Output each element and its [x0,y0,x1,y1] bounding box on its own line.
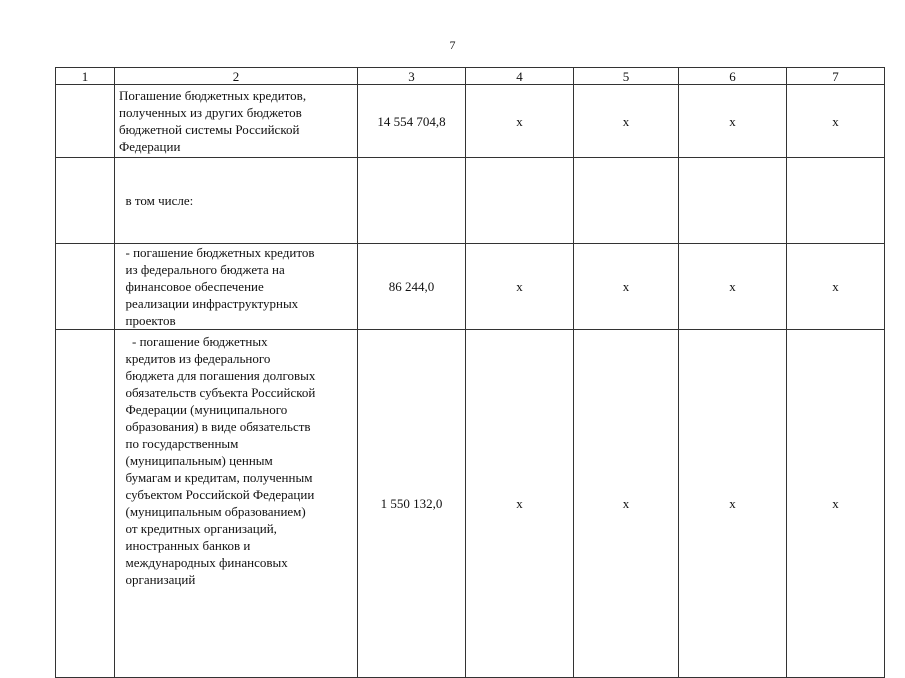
text-line: (муниципальным образованием) [119,504,306,519]
text-line: реализации инфраструктурных [119,296,299,311]
text-line: Федерации (муниципального [119,402,288,417]
text-line: из федерального бюджета на [119,262,285,277]
table-row [56,330,885,678]
text-line: Федерации [119,139,181,154]
header-cell: 4 [466,68,574,85]
cell-4: x [466,330,574,678]
page-number: 7 [449,38,456,52]
table-row [56,85,885,158]
text-line: проектов [119,313,176,328]
text-line: от кредитных организаций, [119,521,277,536]
empty-cell [787,158,885,244]
text-line: иностранных банков и [119,538,251,553]
text-line: международных финансовых [119,555,288,570]
empty-cell [574,158,679,244]
header-cell: 6 [679,68,787,85]
empty-cell [56,244,115,330]
text-line: обязательств субъекта Российской [119,385,316,400]
description-cell [115,244,358,330]
table-row [56,158,885,244]
cell-7: x [787,330,885,678]
empty-cell [679,158,787,244]
text-line: - погашение бюджетных кредитов [119,245,315,260]
empty-cell [56,330,115,678]
table-row [56,244,885,330]
header-cell: 5 [574,68,679,85]
header-cell: 7 [787,68,885,85]
text-line: по государственным [119,436,239,451]
text-line: - погашение бюджетных [119,334,268,349]
text-line: кредитов из федерального [119,351,271,366]
description-cell [115,158,358,244]
amount-cell: 86 244,0 [358,244,466,330]
text-line: организаций [119,572,196,587]
amount-cell: 14 554 704,8 [358,85,466,158]
cell-5: x [574,85,679,158]
header-cell: 1 [56,68,115,85]
amount-cell: 1 550 132,0 [358,330,466,678]
cell-6: x [679,330,787,678]
text-line: в том числе: [119,193,194,208]
header-cell: 2 [115,68,358,85]
cell-4: x [466,85,574,158]
cell-5: x [574,244,679,330]
cell-6: x [679,85,787,158]
empty-cell [56,158,115,244]
text-line: Погашение бюджетных кредитов, [119,88,307,103]
description-cell [115,330,358,678]
cell-5: x [574,330,679,678]
cell-7: x [787,85,885,158]
cell-4: x [466,244,574,330]
empty-cell [466,158,574,244]
cell-6: x [679,244,787,330]
budget-table [55,67,885,678]
text-line: бумагам и кредитам, полученным [119,470,313,485]
text-line: (муниципальным) ценным [119,453,273,468]
header-row [56,68,885,85]
empty-cell [358,158,466,244]
text-line: бюджетной системы Российской [119,122,300,137]
empty-cell [56,85,115,158]
cell-7: x [787,244,885,330]
text-line: финансовое обеспечение [119,279,264,294]
text-line: бюджета для погашения долговых [119,368,316,383]
text-line: субъектом Российской Федерации [119,487,315,502]
text-line: полученных из других бюджетов [119,105,302,120]
description-cell [115,85,358,158]
text-line: образования) в виде обязательств [119,419,311,434]
header-cell: 3 [358,68,466,85]
